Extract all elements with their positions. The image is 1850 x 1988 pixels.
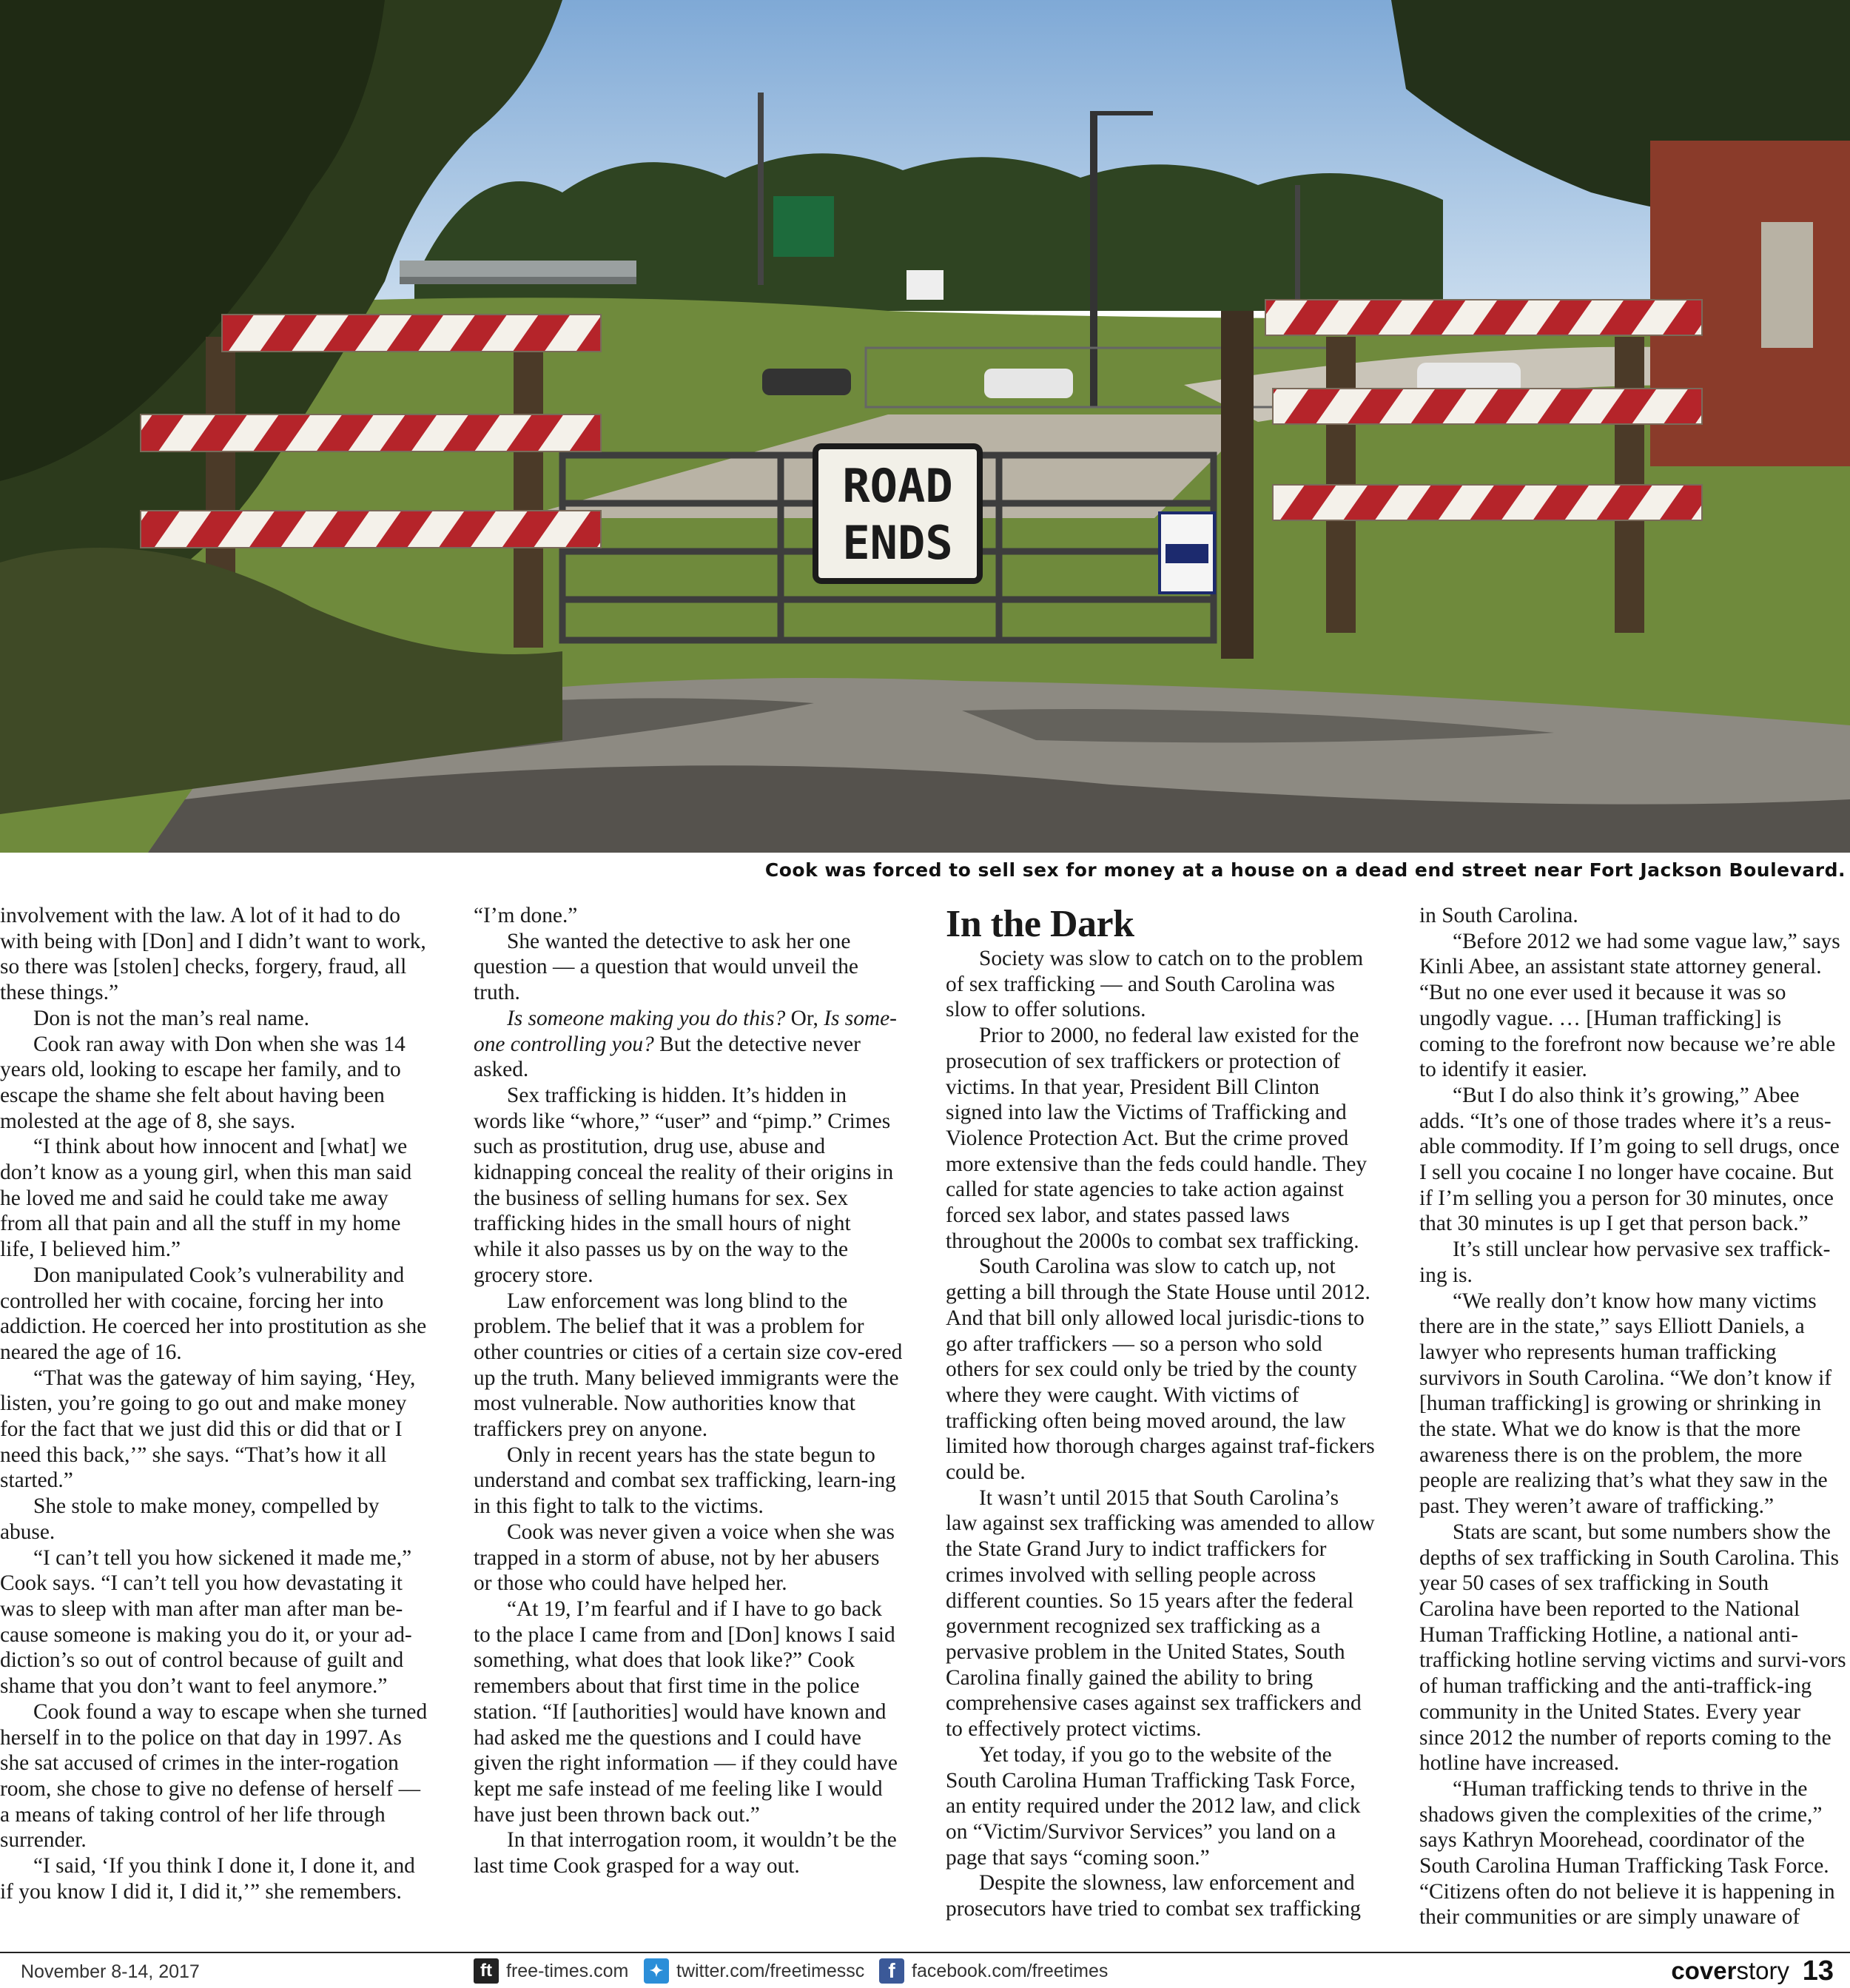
article-column-2 bbox=[474, 903, 903, 1879]
paragraph: “But I do also think it’s growing,” Abee adds. “It’s one of those trades where it’s a reus-able commodity. If I’m going to sell drugs, once I sell you cocaine I no longer have cocaine. But if I’m selling you a person for 30 minutes, once that 30 minutes is up I get that person back.” bbox=[1419, 1083, 1840, 1236]
issue-date: November 8-14, 2017 bbox=[21, 1961, 200, 1982]
paragraph: It wasn’t until 2015 that South Carolina’s law against sex trafficking was amended to allow the State Grand Jury to indict traffickers for crimes involved with selling people across different counties. So 15 years after the federal government recognized sex trafficking as a pervasive problem in the United States, South Carolina finally gained the ability to bring comprehensive cases against sex traffickers and to effectively protect victims. bbox=[946, 1485, 1375, 1742]
paragraph: South Carolina was slow to catch up, not getting a bill through the State House until 2012. And that bill only allowed local jurisdic-tions to go after traffickers — so a person who sold others for sex could only be tried by the county where they were caught. With victims of trafficking often being moved around, the law limited how thorough charges against traf-fickers could be. bbox=[946, 1255, 1375, 1485]
page-number: 13 bbox=[1802, 1955, 1834, 1987]
paragraph: She stole to make money, compelled by abuse. bbox=[0, 1494, 380, 1544]
road-sign-line1: ROAD bbox=[842, 459, 953, 513]
section-label: coverstory bbox=[1671, 1957, 1789, 1984]
paragraph: in South Carolina. bbox=[1419, 904, 1578, 927]
article-column-1 bbox=[0, 903, 429, 1904]
article-column-3 bbox=[946, 903, 1375, 1922]
paragraph: Cook found a way to escape when she turned herself in to the police on that day in 1997. As she sat accused of crimes in the inter-rogation room, she chose to give no defense of herself — a means of taking control of her life through surrender. bbox=[0, 1699, 428, 1853]
twitter-link[interactable] bbox=[644, 1958, 864, 1984]
paragraph: “We really don’t know how many victims there are in the state,” says Elliott Daniels, a lawyer who represents human trafficking survivors in South Carolina. “We don’t know if [human trafficking] is growing or shrinking in the state. What we do know is that the more awareness there is on the problem, the more people are realizing that’s what they saw in the past. They weren’t aware of trafficking.” bbox=[1419, 1289, 1832, 1519]
paragraph: It’s still unclear how pervasive sex traffick-ing is. bbox=[1419, 1238, 1831, 1287]
paragraph: Despite the slowness, law enforcement and prosecutors have tried to combat sex trafficking bbox=[946, 1871, 1361, 1921]
website-label: free-times.com bbox=[506, 1960, 629, 1981]
twitter-bird-icon: ✦ bbox=[644, 1958, 669, 1984]
paragraph: Only in recent years has the state begun to understand and combat sex trafficking, learn-ing in this fight to talk to the victims. bbox=[474, 1443, 896, 1519]
paragraph: “Human trafficking tends to thrive in the shadows given the complexities of the crime,” says Kathryn Moorehead, coordinator of the South Carolina Human Trafficking Task Force. “Citizens often do not believe it is happening in their communities or are simply unaware of bbox=[1419, 1776, 1835, 1930]
italic-question: Is someone making you do this? bbox=[507, 1006, 786, 1030]
twitter-label: twitter.com/freetimessc bbox=[676, 1960, 865, 1981]
paragraph: Sex trafficking is hidden. It’s hidden in words like “whore,” “user” and “pimp.” Crimes such as prostitution, drug use, abuse and kidnapping conceal the reality of their origins in the business of selling humans for sex. Sex trafficking hides in the small hours of night while it also passes us by on the way to the grocery store. bbox=[474, 1083, 894, 1287]
paragraph: “I can’t tell you how sickened it made me,” Cook says. “I can’t tell you how devastating it was to sleep with man after man after man be-cause someone is making you do it, or your ad-diction’s so out of control because of guilt and shame that you don’t want to feel anymore.” bbox=[0, 1545, 412, 1699]
paragraph: “At 19, I’m fearful and if I have to go back to the place I came from and [Don] knows I said something, what does that look like?” Cook remembers about that first time in the police station. “If [authorities] would have known and had asked me the questions and I could have given the right information — if they could have kept me safe instead of me feeling like I would have just been thrown back out.” bbox=[474, 1596, 898, 1827]
footer-divider bbox=[0, 1952, 1850, 1953]
paragraph: Law enforcement was long blind to the problem. The belief that it was a problem for other countries or cities of a certain size cov-ered up the truth. Many believed immigrants were the most vulnerable. Now authorities know that traffickers prey on anyone. bbox=[474, 1289, 903, 1442]
paragraph: Cook ran away with Don when she was 14 years old, looking to escape her family, and to escape the shame she felt about having been molested at the age of 8, she says. bbox=[0, 1032, 406, 1133]
article-column-4 bbox=[1419, 903, 1849, 1930]
paragraph: Yet today, if you go to the website of the South Carolina Human Trafficking Task Force, an entity required under the 2012 law, and click on “Victim/Survivor Services” you land on a page that says “coming soon.” bbox=[946, 1742, 1361, 1870]
paragraph: Prior to 2000, no federal law existed for the prosecution of sex traffickers or protection of victims. In that year, President Bill Clinton signed into law the Victims of Trafficking and Violence Protection Act. But the crime proved more extensive than the feds could handle. They called for state agencies to take action against forced sex labor, and states passed laws throughout the 2000s to combat sex trafficking. bbox=[946, 1024, 1368, 1253]
section-heading: In the Dark bbox=[946, 903, 1134, 945]
paragraph: Don manipulated Cook’s vulnerability and controlled her with cocaine, forcing her into addiction. He coerced her into prostitution as she neared the age of 16. bbox=[0, 1263, 427, 1364]
paragraph: In that interrogation room, it wouldn’t be the last time Cook grasped for a way out. bbox=[474, 1828, 897, 1878]
paragraph: “That was the gateway of him saying, ‘Hey, listen, you’re going to go out and make money for the fact that we just did this or did that or I need this back,’” she says. “That’s how it all started.” bbox=[0, 1366, 416, 1493]
paragraph: “Before 2012 we had some vague law,” says Kinli Abee, an assistant state attorney general. “But no one ever used it because it was so ungodly vague. … [Human trafficking] is coming to the forefront now because we’re able to identify it easier. bbox=[1419, 929, 1840, 1082]
italic-question: Is some-one controlling you? bbox=[474, 1006, 897, 1056]
paragraph: Stats are scant, but some numbers show the depths of sex trafficking in South Carolina. This year 50 cases of sex trafficking in South Carolina have been reported to the National Human Trafficking Hotline, a national anti-trafficking hotline serving victims and survi-vors of human trafficking and the anti-traffick-ing community in the United States. Every year since 2012 the number of reports coming to the hotline have increased. bbox=[1419, 1519, 1846, 1776]
ft-logo-icon: ft bbox=[474, 1958, 499, 1984]
paragraph: Society was slow to catch on to the problem of sex trafficking — and South Carolina was slow to offer solutions. bbox=[946, 947, 1364, 1022]
road-sign-line2: ENDS bbox=[842, 516, 953, 570]
paragraph: “I said, ‘If you think I done it, I done it, and if you know I did it, I did it,’” she remembers. bbox=[0, 1854, 415, 1904]
cover-photo bbox=[0, 0, 1850, 853]
paragraph: Is someone making you do this? Or, Is some-one controlling you? But the detective never asked. bbox=[474, 1006, 897, 1082]
paragraph: Don is not the man’s real name. bbox=[33, 1006, 310, 1030]
website-link[interactable] bbox=[474, 1958, 628, 1984]
photo-caption: Cook was forced to sell sex for money at a house on a dead end street near Fort Jackson Boulevard. bbox=[764, 859, 1846, 881]
paragraph: “I think about how innocent and [what] we don’t know as a young girl, when this man said he loved me and said he could take me away from all that pain and all the stuff in my home life, I believed him.” bbox=[0, 1135, 412, 1262]
paragraph: She wanted the detective to ask her one question — a question that would unveil the truth. bbox=[474, 929, 858, 1005]
page-footer bbox=[0, 1955, 1850, 1988]
facebook-icon: f bbox=[879, 1958, 904, 1984]
facebook-label: facebook.com/freetimes bbox=[912, 1960, 1109, 1981]
facebook-link[interactable] bbox=[879, 1958, 1108, 1984]
paragraph: Cook was never given a voice when she was trapped in a storm of abuse, not by her abusers or those who could have helped her. bbox=[474, 1519, 895, 1596]
paragraph: “I’m done.” bbox=[474, 904, 578, 927]
paragraph: involvement with the law. A lot of it had to do with being with [Don] and I didn’t want to work, so there was [stolen] checks, forgery, fraud, all these things.” bbox=[0, 904, 426, 1005]
